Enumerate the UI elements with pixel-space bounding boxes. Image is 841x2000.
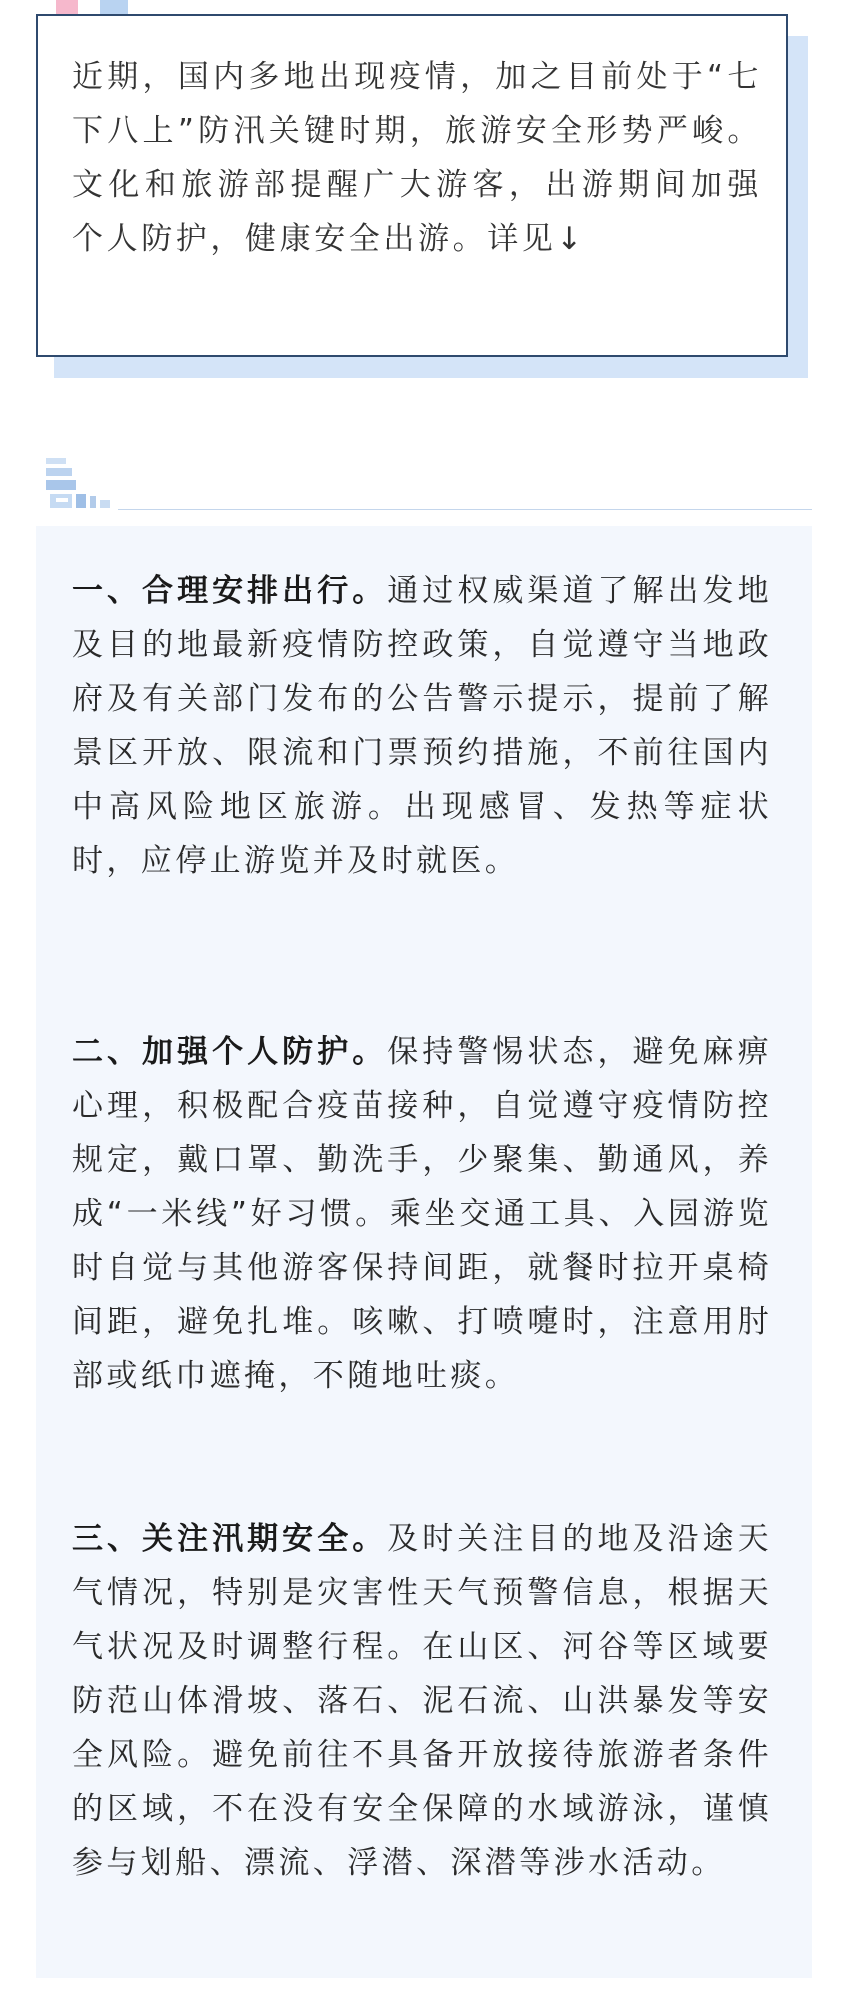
section-heading-3: 三、关注汛期安全。 xyxy=(72,1521,388,1557)
section-paragraph-1 xyxy=(72,564,772,888)
section-body-3: 及时关注目的地及沿途天气情况，特别是灾害性天气预警信息，根据天气状况及时调整行程。在山区、河谷等区域要防范山体滑坡、落石、泥石流、山洪暴发等安全风险。避免前往不具备开放接待旅游者条件的区域，不在没有安全保障的水域游泳，谨慎参与划船、漂流、浮潜、深潜等涉水活动。 xyxy=(72,1521,772,1881)
section-heading-1: 一、合理安排出行。 xyxy=(72,573,388,609)
section-body-2: 保持警惕状态，避免麻痹心理，积极配合疫苗接种，自觉遵守疫情防控规定，戴口罩、勤洗手，少聚集、勤通风，养成“一米线”好习惯。乘坐交通工具、入园游览时自觉与其他游客保持间距，就餐时拉开桌椅间距，避免扎堆。咳嗽、打喷嚏时，注意用肘部或纸巾遮掩，不随地吐痰。 xyxy=(72,1034,772,1394)
section-paragraph-3 xyxy=(72,1512,772,1890)
intro-text: 近期，国内多地出现疫情，加之目前处于“七下八上”防汛关键时期，旅游安全形势严峻。文化和旅游部提醒广大游客，出游期间加强个人防护，健康安全出游。详见↓ xyxy=(72,59,762,257)
section-paragraph-2 xyxy=(72,1025,772,1403)
section-heading-2: 二、加强个人防护。 xyxy=(72,1034,388,1070)
section-divider-line xyxy=(118,509,812,510)
building-blocks-icon xyxy=(44,456,114,510)
section-body-1: 通过权威渠道了解出发地及目的地最新疫情防控政策，自觉遵守当地政府及有关部门发布的公告警示提示，提前了解景区开放、限流和门票预约措施，不前往国内中高风险地区旅游。出现感冒、发热等症状时，应停止游览并及时就医。 xyxy=(72,573,772,879)
